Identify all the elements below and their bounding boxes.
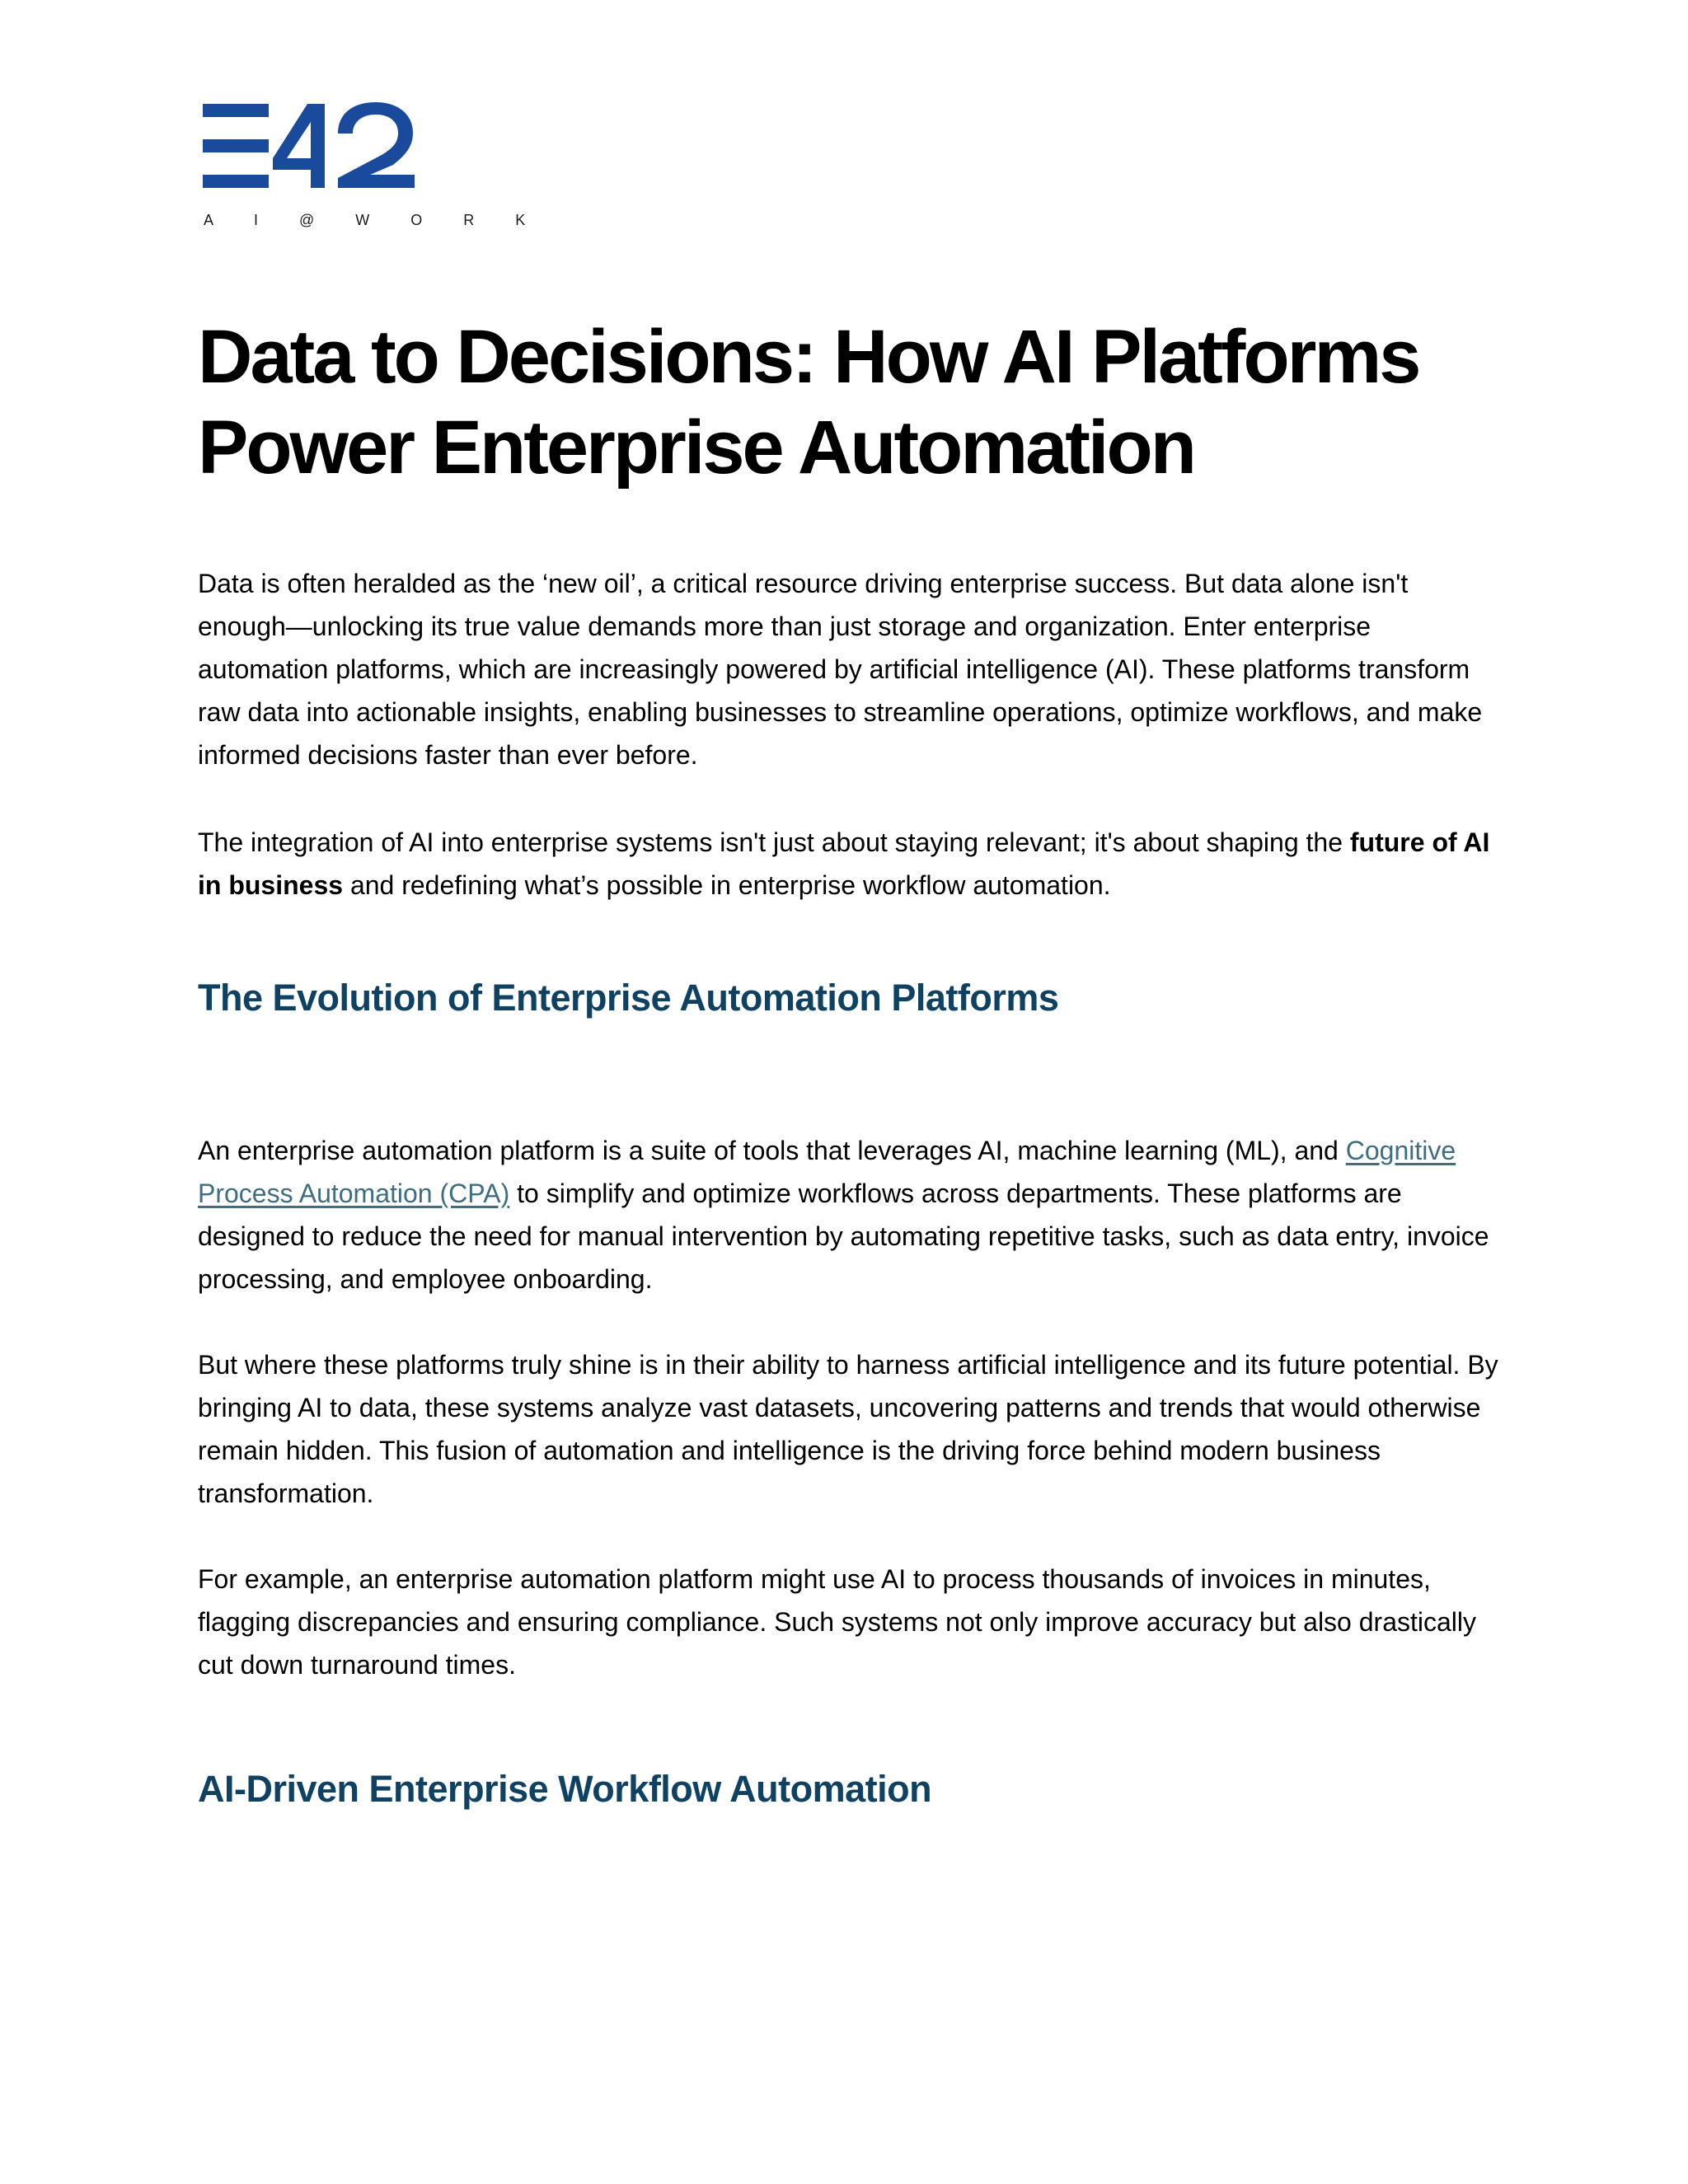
intro-paragraph-2-text-end: and redefining what’s possible in enterprise workflow automation. (343, 870, 1111, 900)
section1-paragraph-1-text: An enterprise automation platform is a suite of tools that leverages AI, machine learning (ML), and (198, 1136, 1346, 1165)
cpa-link[interactable]: Cognitive Process Automation (CPA) (198, 1136, 1456, 1208)
article-title: Data to Decisions: How AI Platforms Power Enterprise Automation (198, 315, 1419, 490)
section1-paragraph-1-text-end: to simplify and optimize workflows across departments. These platforms are designed to reduce the need for manual intervention by automating repetitive tasks, such as data entry, invoice processing, and employee onboarding. (198, 1179, 1489, 1294)
section-heading-evolution: The Evolution of Enterprise Automation Platforms (198, 977, 1059, 1019)
bold-phrase-future-of-ai: future of AI in business (198, 827, 1490, 900)
intro-paragraph-1: Data is often heralded as the ‘new oil’, a critical resource driving enterprise success. But data alone isn't enough—unlocking its true value demands more than just storage and organization. Enter enterprise automation platforms, which are increasingly powered by artificial intelligence (AI). These platforms transform raw data into actionable insights, enabling businesses to streamline operations, optimize workflows, and make informed decisions faster than ever before. (198, 569, 1483, 770)
intro-paragraph-2-text: The integration of AI into enterprise systems isn't just about staying relevant; it's about shaping the (198, 827, 1350, 857)
logo-tagline: A I @ W O R K (204, 212, 544, 228)
section1-paragraph-3: For example, an enterprise automation platform might use AI to process thousands of invoices in minutes, flagging discrepancies and ensuring compliance. Such systems not only improve accuracy but also drastically cut down turnaround times. (198, 1564, 1476, 1680)
intro-paragraph-2 (198, 821, 1500, 907)
e42-logo (200, 99, 544, 239)
section-heading-ai-driven: AI-Driven Enterprise Workflow Automation (198, 1768, 932, 1810)
e42-logo-mark (200, 99, 448, 198)
section1-paragraph-1 (198, 1129, 1500, 1301)
section1-paragraph-2: But where these platforms truly shine is in their ability to harness artificial intelligence and its future potential. By bringing AI to data, these systems analyze vast datasets, uncovering patterns and trends that would otherwise remain hidden. This fusion of automation and intelligence is the driving force behind modern business transformation. (198, 1350, 1498, 1508)
